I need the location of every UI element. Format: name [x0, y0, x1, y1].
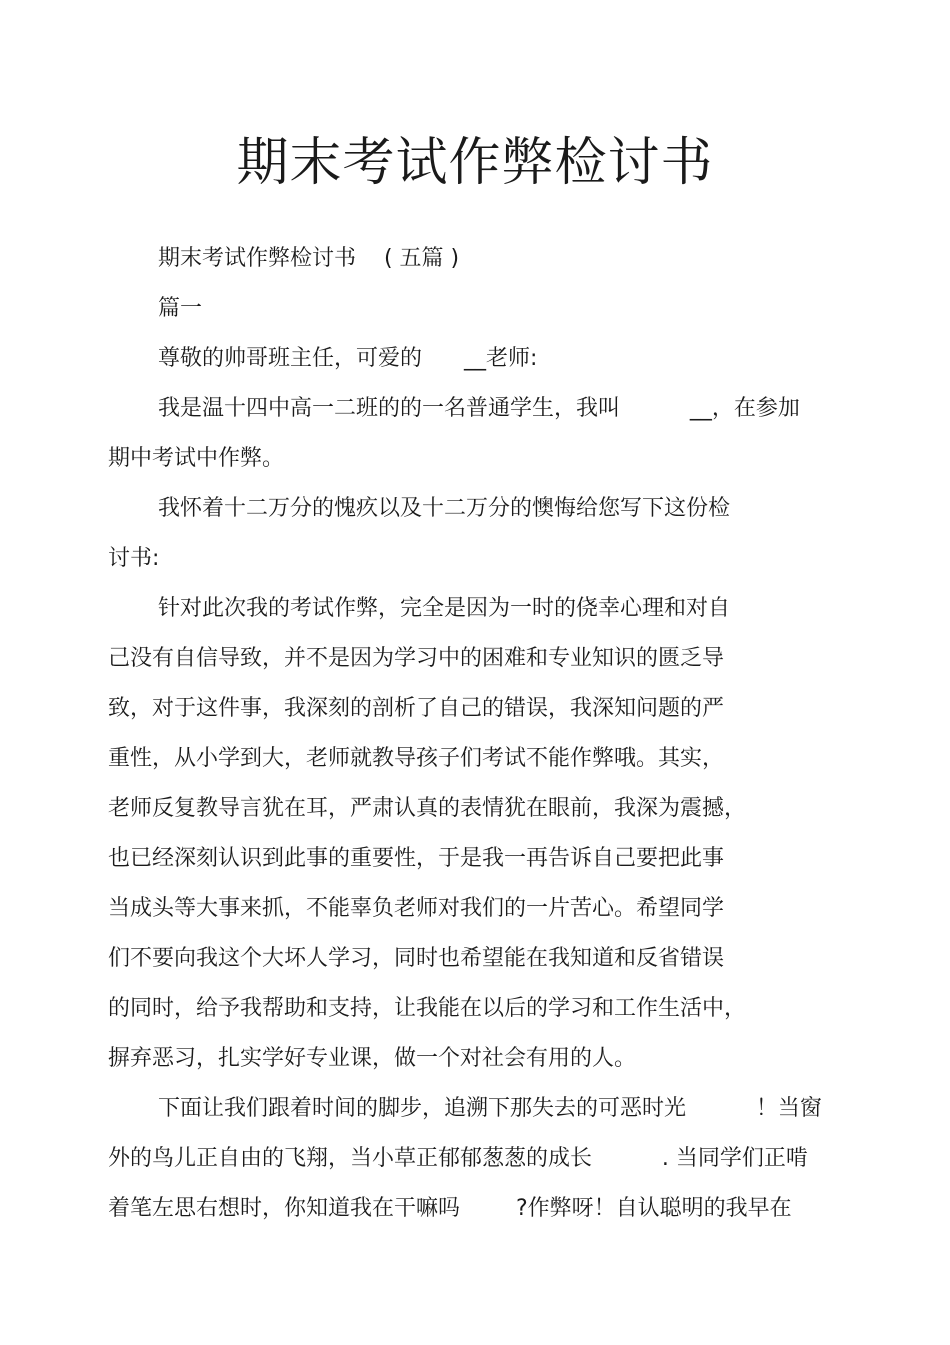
paragraph-line: 的同时，给予我帮助和支持，让我能在以后的学习和工作生活中， — [108, 996, 747, 1021]
paragraph-line: 们不要向我这个大坏人学习，同时也希望能在我知道和反省错误 — [108, 946, 725, 971]
paragraph-line: 当成头等大事来抓，不能辜负老师对我们的一片苦心。希望同学 — [108, 896, 725, 921]
paragraph-line: 针对此次我的考试作弊，完全是因为一时的侥幸心理和对自 — [158, 596, 731, 621]
paragraph-line: 外的鸟儿正自由的飞翔，当小草正郁郁葱葱的成长 . 当同学们正啃 — [108, 1146, 808, 1171]
document-title: 期末考试作弊检讨书 — [236, 133, 714, 193]
paragraph-line: 我是温十四中高一二班的的一名普通学生，我叫 __，在参加 — [158, 396, 800, 421]
paragraph-line: 也已经深刻认识到此事的重要性，于是我一再告诉自己要把此事 — [108, 846, 725, 871]
paragraph-line: 我怀着十二万分的愧疚以及十二万分的懊悔给您写下这份检 — [158, 496, 731, 521]
paragraph-line: 讨书: — [108, 546, 160, 571]
salutation-line: 尊敬的帅哥班主任，可爱的 __老师: — [158, 346, 538, 371]
paragraph-line: 摒弃恶习，扎实学好专业课，做一个对社会有用的人。 — [108, 1046, 637, 1071]
paragraph-line: 期中考试中作弊。 — [108, 446, 285, 471]
paragraph-line: 着笔左思右想时，你知道我在干嘛吗 ?作弊呀！自认聪明的我早在 — [108, 1196, 792, 1221]
paragraph-line: 老师反复教导言犹在耳，严肃认真的表情犹在眼前，我深为震撼， — [108, 796, 747, 821]
paragraph-line: 己没有自信导致，并不是因为学习中的困难和专业知识的匮乏导 — [108, 646, 725, 671]
paragraph-line: 下面让我们跟着时间的脚步，追溯下那失去的可恶时光 ！当窗 — [158, 1096, 822, 1121]
section-heading: 篇一 — [158, 296, 203, 321]
subtitle-line: 期末考试作弊检讨书 ( 五篇 ) — [158, 246, 460, 271]
paragraph-line: 重性，从小学到大，老师就教导孩子们考试不能作弊哦。其实， — [108, 746, 725, 771]
paragraph-line: 致，对于这件事，我深刻的剖析了自己的错误，我深知问题的严 — [108, 696, 725, 721]
